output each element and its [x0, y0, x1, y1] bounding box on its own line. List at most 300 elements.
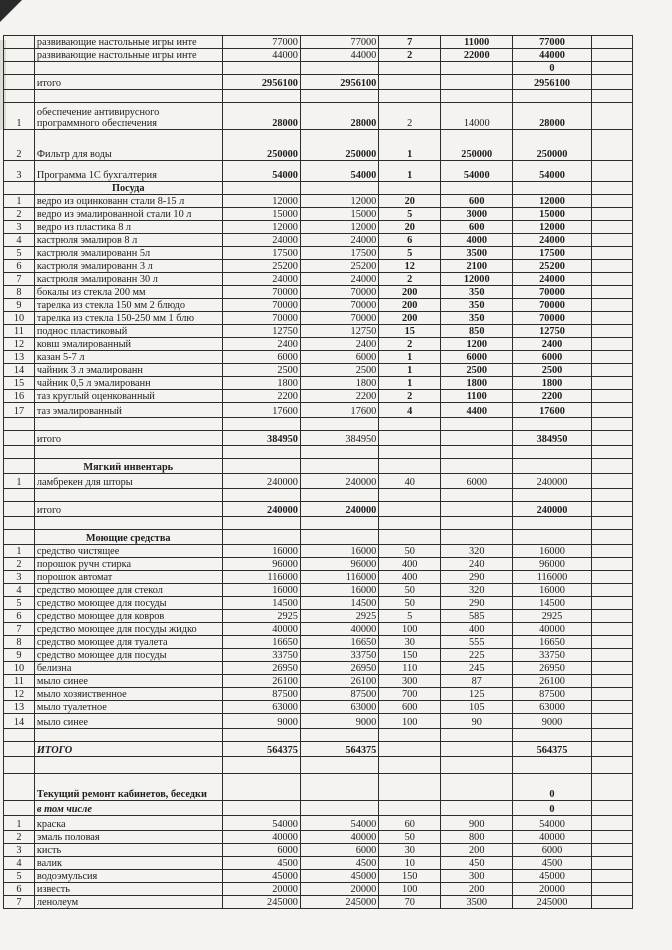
empty-cell — [591, 75, 632, 90]
empty-cell — [591, 234, 632, 247]
table-row — [4, 558, 633, 571]
amount-approved-cell — [300, 729, 378, 742]
quantity-cell — [379, 90, 441, 103]
table-row — [4, 161, 633, 182]
empty-cell — [513, 530, 591, 545]
unit-price-cell: 14000 — [441, 103, 513, 130]
empty-cell — [591, 351, 632, 364]
amount-approved-cell: 6000 — [300, 844, 378, 857]
unit-price-cell: 320 — [441, 584, 513, 597]
amount-approved-cell: 63000 — [300, 701, 378, 714]
total-cell: 12000 — [513, 221, 591, 234]
quantity-cell: 2 — [379, 103, 441, 130]
unit-price-cell: 3500 — [441, 896, 513, 909]
amount-approved-cell: 240000 — [300, 502, 378, 517]
total-cell: 9000 — [513, 714, 591, 729]
amount-approved-cell: 564375 — [300, 742, 378, 757]
amount-approved-cell: 40000 — [300, 831, 378, 844]
amount-approved-cell: 77000 — [300, 36, 378, 49]
empty-cell — [591, 844, 632, 857]
total-cell: 40000 — [513, 623, 591, 636]
row-number-cell — [4, 62, 35, 75]
section-header-row — [4, 530, 633, 545]
total-cell: 12750 — [513, 325, 591, 338]
total-cell — [513, 517, 591, 530]
table-row — [4, 774, 633, 801]
quantity-cell: 100 — [379, 883, 441, 896]
total-cell: 2956100 — [513, 75, 591, 90]
amount-cell: 14500 — [222, 597, 300, 610]
empty-cell — [591, 623, 632, 636]
total-cell: 70000 — [513, 312, 591, 325]
amount-approved-cell: 44000 — [300, 49, 378, 62]
amount-approved-cell — [300, 62, 378, 75]
empty-cell — [591, 36, 632, 49]
amount-cell — [222, 90, 300, 103]
table-row — [4, 896, 633, 909]
empty-cell — [591, 364, 632, 377]
row-number-cell: 2 — [4, 831, 35, 844]
total-cell: 0 — [513, 62, 591, 75]
row-number-cell: 8 — [4, 286, 35, 299]
quantity-cell: 7 — [379, 36, 441, 49]
unit-price-cell: 350 — [441, 299, 513, 312]
quantity-cell: 50 — [379, 584, 441, 597]
item-name-cell: мыло синее — [34, 675, 222, 688]
total-cell: 26100 — [513, 675, 591, 688]
unit-price-cell: 87 — [441, 675, 513, 688]
table-row — [4, 221, 633, 234]
empty-cell — [591, 459, 632, 474]
amount-approved-cell: 2200 — [300, 390, 378, 403]
amount-approved-cell: 9000 — [300, 714, 378, 729]
unit-price-cell: 3500 — [441, 247, 513, 260]
unit-price-cell: 600 — [441, 195, 513, 208]
table-row — [4, 403, 633, 418]
quantity-cell: 1 — [379, 364, 441, 377]
item-name-cell: кастрюля эмалиров 8 л — [34, 234, 222, 247]
total-cell: 77000 — [513, 36, 591, 49]
unit-price-cell — [441, 446, 513, 459]
quantity-cell — [379, 62, 441, 75]
empty-cell — [591, 801, 632, 816]
empty-cell — [591, 571, 632, 584]
unit-price-cell — [441, 729, 513, 742]
amount-cell: 4500 — [222, 857, 300, 870]
item-name-cell: мыло хозяиственное — [34, 688, 222, 701]
table-row — [4, 325, 633, 338]
item-name-cell: развивающие настольные игры инте — [34, 36, 222, 49]
amount-cell: 17500 — [222, 247, 300, 260]
unit-price-cell: 240 — [441, 558, 513, 571]
empty-cell — [591, 312, 632, 325]
empty-cell — [591, 431, 632, 446]
quantity-cell: 10 — [379, 857, 441, 870]
unit-price-cell: 320 — [441, 545, 513, 558]
empty-cell — [591, 584, 632, 597]
unit-price-cell: 585 — [441, 610, 513, 623]
empty-cell — [591, 597, 632, 610]
empty-cell — [591, 130, 632, 161]
row-number-cell — [4, 49, 35, 62]
quantity-cell — [379, 801, 441, 816]
folded-corner — [0, 0, 22, 22]
row-number-cell: 1 — [4, 816, 35, 831]
empty-cell — [591, 870, 632, 883]
quantity-cell: 40 — [379, 474, 441, 489]
empty-cell — [591, 260, 632, 273]
budget-table — [3, 35, 633, 909]
quantity-cell: 2 — [379, 49, 441, 62]
amount-approved-cell: 16650 — [300, 636, 378, 649]
item-name-cell: порошок автомат — [34, 571, 222, 584]
empty-cell — [591, 714, 632, 729]
item-name-cell: Текущий ремонт кабинетов, беседки — [34, 774, 222, 801]
amount-approved-cell: 96000 — [300, 558, 378, 571]
amount-approved-cell: 12750 — [300, 325, 378, 338]
amount-approved-cell: 14500 — [300, 597, 378, 610]
section-header-row — [4, 459, 633, 474]
empty-cell — [591, 247, 632, 260]
table-row — [4, 675, 633, 688]
item-name-cell — [34, 489, 222, 502]
unit-price-cell: 200 — [441, 844, 513, 857]
row-number-cell — [4, 530, 35, 545]
row-number-cell — [4, 431, 35, 446]
row-number-cell — [4, 418, 35, 431]
row-number-cell — [4, 517, 35, 530]
row-number-cell: 4 — [4, 584, 35, 597]
unit-price-cell: 350 — [441, 286, 513, 299]
row-number-cell — [4, 489, 35, 502]
empty-cell — [591, 446, 632, 459]
empty-cell — [591, 816, 632, 831]
empty-cell — [591, 649, 632, 662]
unit-price-cell: 600 — [441, 221, 513, 234]
unit-price-cell: 225 — [441, 649, 513, 662]
amount-cell: 16650 — [222, 636, 300, 649]
quantity-cell — [379, 517, 441, 530]
row-number-cell: 9 — [4, 649, 35, 662]
amount-cell: 26100 — [222, 675, 300, 688]
total-cell: 87500 — [513, 688, 591, 701]
empty-cell — [379, 530, 441, 545]
empty-cell — [591, 62, 632, 75]
table-row — [4, 857, 633, 870]
unit-price-cell — [441, 489, 513, 502]
total-cell: 24000 — [513, 234, 591, 247]
total-cell: 28000 — [513, 103, 591, 130]
quantity-cell: 50 — [379, 545, 441, 558]
table-row — [4, 729, 633, 742]
amount-approved-cell — [300, 801, 378, 816]
amount-approved-cell: 2956100 — [300, 75, 378, 90]
quantity-cell: 30 — [379, 844, 441, 857]
unit-price-cell: 2100 — [441, 260, 513, 273]
row-number-cell: 1 — [4, 474, 35, 489]
table-row — [4, 662, 633, 675]
table-row — [4, 338, 633, 351]
amount-approved-cell: 26950 — [300, 662, 378, 675]
empty-cell — [591, 182, 632, 195]
total-cell: 16000 — [513, 584, 591, 597]
quantity-cell: 15 — [379, 325, 441, 338]
row-number-cell: 1 — [4, 195, 35, 208]
table-row — [4, 714, 633, 729]
empty-cell — [591, 273, 632, 286]
total-cell: 245000 — [513, 896, 591, 909]
row-number-cell — [4, 90, 35, 103]
amount-approved-cell: 54000 — [300, 816, 378, 831]
item-name-cell: ковш эмалированный — [34, 338, 222, 351]
amount-approved-cell: 17600 — [300, 403, 378, 418]
total-cell: 250000 — [513, 130, 591, 161]
quantity-cell — [379, 774, 441, 801]
amount-cell: 54000 — [222, 161, 300, 182]
table-row — [4, 831, 633, 844]
item-name-cell: водоэмульсия — [34, 870, 222, 883]
amount-cell: 24000 — [222, 234, 300, 247]
amount-cell: 240000 — [222, 502, 300, 517]
total-cell: 96000 — [513, 558, 591, 571]
amount-approved-cell: 384950 — [300, 431, 378, 446]
item-name-cell: средство моющее для посуды — [34, 597, 222, 610]
amount-cell: 2956100 — [222, 75, 300, 90]
row-number-cell: 3 — [4, 221, 35, 234]
empty-cell — [300, 459, 378, 474]
amount-approved-cell: 12000 — [300, 195, 378, 208]
total-cell — [513, 90, 591, 103]
item-name-cell: тарелка из стекла 150-250 мм 1 блю — [34, 312, 222, 325]
amount-cell: 24000 — [222, 273, 300, 286]
row-number-cell — [4, 757, 35, 774]
amount-approved-cell: 25200 — [300, 260, 378, 273]
quantity-cell: 400 — [379, 558, 441, 571]
row-number-cell — [4, 182, 35, 195]
quantity-cell: 20 — [379, 195, 441, 208]
amount-cell: 70000 — [222, 299, 300, 312]
empty-cell — [591, 610, 632, 623]
amount-cell — [222, 774, 300, 801]
unit-price-cell: 3000 — [441, 208, 513, 221]
row-number-cell: 7 — [4, 896, 35, 909]
amount-cell: 9000 — [222, 714, 300, 729]
item-name-cell: краска — [34, 816, 222, 831]
total-cell — [513, 757, 591, 774]
empty-cell — [591, 883, 632, 896]
quantity-cell: 50 — [379, 597, 441, 610]
quantity-cell: 50 — [379, 831, 441, 844]
section-title: Мягкий инвентарь — [34, 459, 222, 474]
quantity-cell: 2 — [379, 390, 441, 403]
row-number-cell: 7 — [4, 273, 35, 286]
unit-price-cell — [441, 517, 513, 530]
amount-approved-cell: 240000 — [300, 474, 378, 489]
unit-price-cell — [441, 742, 513, 757]
quantity-cell: 5 — [379, 610, 441, 623]
quantity-cell: 2 — [379, 273, 441, 286]
total-cell: 16650 — [513, 636, 591, 649]
total-cell: 17600 — [513, 403, 591, 418]
amount-approved-cell — [300, 489, 378, 502]
row-number-cell: 3 — [4, 571, 35, 584]
empty-cell — [591, 530, 632, 545]
empty-cell — [379, 182, 441, 195]
empty-cell — [591, 502, 632, 517]
item-name-cell: средство моющее для ковров — [34, 610, 222, 623]
table-row — [4, 597, 633, 610]
amount-approved-cell: 2400 — [300, 338, 378, 351]
total-cell: 14500 — [513, 597, 591, 610]
amount-cell: 6000 — [222, 351, 300, 364]
amount-approved-cell: 24000 — [300, 273, 378, 286]
unit-price-cell: 1100 — [441, 390, 513, 403]
row-number-cell: 6 — [4, 260, 35, 273]
empty-cell — [591, 857, 632, 870]
empty-cell — [591, 545, 632, 558]
unit-price-cell: 1200 — [441, 338, 513, 351]
amount-approved-cell: 2500 — [300, 364, 378, 377]
quantity-cell: 200 — [379, 286, 441, 299]
section-title: Посуда — [34, 182, 222, 195]
item-name-cell: ленолеум — [34, 896, 222, 909]
amount-cell: 63000 — [222, 701, 300, 714]
unit-price-cell: 400 — [441, 623, 513, 636]
quantity-cell — [379, 431, 441, 446]
table-body — [4, 36, 633, 909]
amount-cell: 16000 — [222, 545, 300, 558]
table-row — [4, 260, 633, 273]
quantity-cell — [379, 757, 441, 774]
table-row — [4, 390, 633, 403]
table-row — [4, 584, 633, 597]
amount-cell: 12000 — [222, 221, 300, 234]
amount-cell — [222, 801, 300, 816]
amount-approved-cell: 70000 — [300, 312, 378, 325]
table-row — [4, 688, 633, 701]
item-name-cell: таз эмалированный — [34, 403, 222, 418]
item-name-cell: средство моющее для посуды жидко — [34, 623, 222, 636]
amount-cell: 2925 — [222, 610, 300, 623]
amount-approved-cell: 245000 — [300, 896, 378, 909]
unit-price-cell — [441, 418, 513, 431]
quantity-cell: 12 — [379, 260, 441, 273]
total-cell: 40000 — [513, 831, 591, 844]
empty-cell — [222, 530, 300, 545]
amount-cell: 54000 — [222, 816, 300, 831]
row-number-cell: 14 — [4, 364, 35, 377]
total-cell: 70000 — [513, 299, 591, 312]
amount-cell — [222, 757, 300, 774]
table-row — [4, 801, 633, 816]
amount-cell: 240000 — [222, 474, 300, 489]
table-row — [4, 103, 633, 130]
table-row — [4, 299, 633, 312]
unit-price-cell: 90 — [441, 714, 513, 729]
empty-cell — [591, 701, 632, 714]
empty-cell — [591, 195, 632, 208]
empty-cell — [591, 558, 632, 571]
unit-price-cell: 22000 — [441, 49, 513, 62]
total-cell: 20000 — [513, 883, 591, 896]
total-cell: 2500 — [513, 364, 591, 377]
total-cell: 4500 — [513, 857, 591, 870]
empty-cell — [591, 418, 632, 431]
amount-cell: 1800 — [222, 377, 300, 390]
amount-cell: 12750 — [222, 325, 300, 338]
table-row — [4, 649, 633, 662]
table-row — [4, 247, 633, 260]
unit-price-cell — [441, 757, 513, 774]
item-name-cell — [34, 418, 222, 431]
empty-cell — [591, 742, 632, 757]
total-cell: 63000 — [513, 701, 591, 714]
table-row — [4, 844, 633, 857]
table-row — [4, 474, 633, 489]
item-name-cell: итого — [34, 431, 222, 446]
row-number-cell: 4 — [4, 234, 35, 247]
empty-cell — [222, 459, 300, 474]
row-number-cell: 9 — [4, 299, 35, 312]
row-number-cell: 2 — [4, 208, 35, 221]
item-name-cell: Фильтр для воды — [34, 130, 222, 161]
quantity-cell: 200 — [379, 312, 441, 325]
quantity-cell: 1 — [379, 130, 441, 161]
item-name-cell: мыло туалетное — [34, 701, 222, 714]
amount-approved-cell: 1800 — [300, 377, 378, 390]
row-number-cell — [4, 801, 35, 816]
item-name-cell: таз круглый оценкованный — [34, 390, 222, 403]
amount-cell: 77000 — [222, 36, 300, 49]
unit-price-cell: 290 — [441, 597, 513, 610]
table-row — [4, 742, 633, 757]
row-number-cell: 10 — [4, 662, 35, 675]
item-name-cell — [34, 729, 222, 742]
table-row — [4, 195, 633, 208]
table-row — [4, 36, 633, 49]
row-number-cell — [4, 774, 35, 801]
amount-cell — [222, 418, 300, 431]
unit-price-cell — [441, 75, 513, 90]
table-row — [4, 502, 633, 517]
table-row — [4, 517, 633, 530]
amount-approved-cell: 70000 — [300, 299, 378, 312]
table-row — [4, 234, 633, 247]
amount-approved-cell: 45000 — [300, 870, 378, 883]
unit-price-cell — [441, 502, 513, 517]
item-name-cell: порошок ручн стирка — [34, 558, 222, 571]
item-name-cell: тарелка из стекла 150 мм 2 блюдо — [34, 299, 222, 312]
row-number-cell — [4, 75, 35, 90]
item-name-cell — [34, 62, 222, 75]
quantity-cell — [379, 489, 441, 502]
row-number-cell: 5 — [4, 247, 35, 260]
empty-cell — [591, 338, 632, 351]
unit-price-cell — [441, 431, 513, 446]
unit-price-cell: 125 — [441, 688, 513, 701]
item-name-cell: средство чистящее — [34, 545, 222, 558]
unit-price-cell: 54000 — [441, 161, 513, 182]
row-number-cell — [4, 459, 35, 474]
item-name-cell: кастрюля эмалированн 3 л — [34, 260, 222, 273]
row-number-cell — [4, 502, 35, 517]
amount-approved-cell: 16000 — [300, 584, 378, 597]
amount-cell: 40000 — [222, 623, 300, 636]
amount-cell: 45000 — [222, 870, 300, 883]
quantity-cell — [379, 742, 441, 757]
empty-cell — [591, 403, 632, 418]
total-cell: 1800 — [513, 377, 591, 390]
